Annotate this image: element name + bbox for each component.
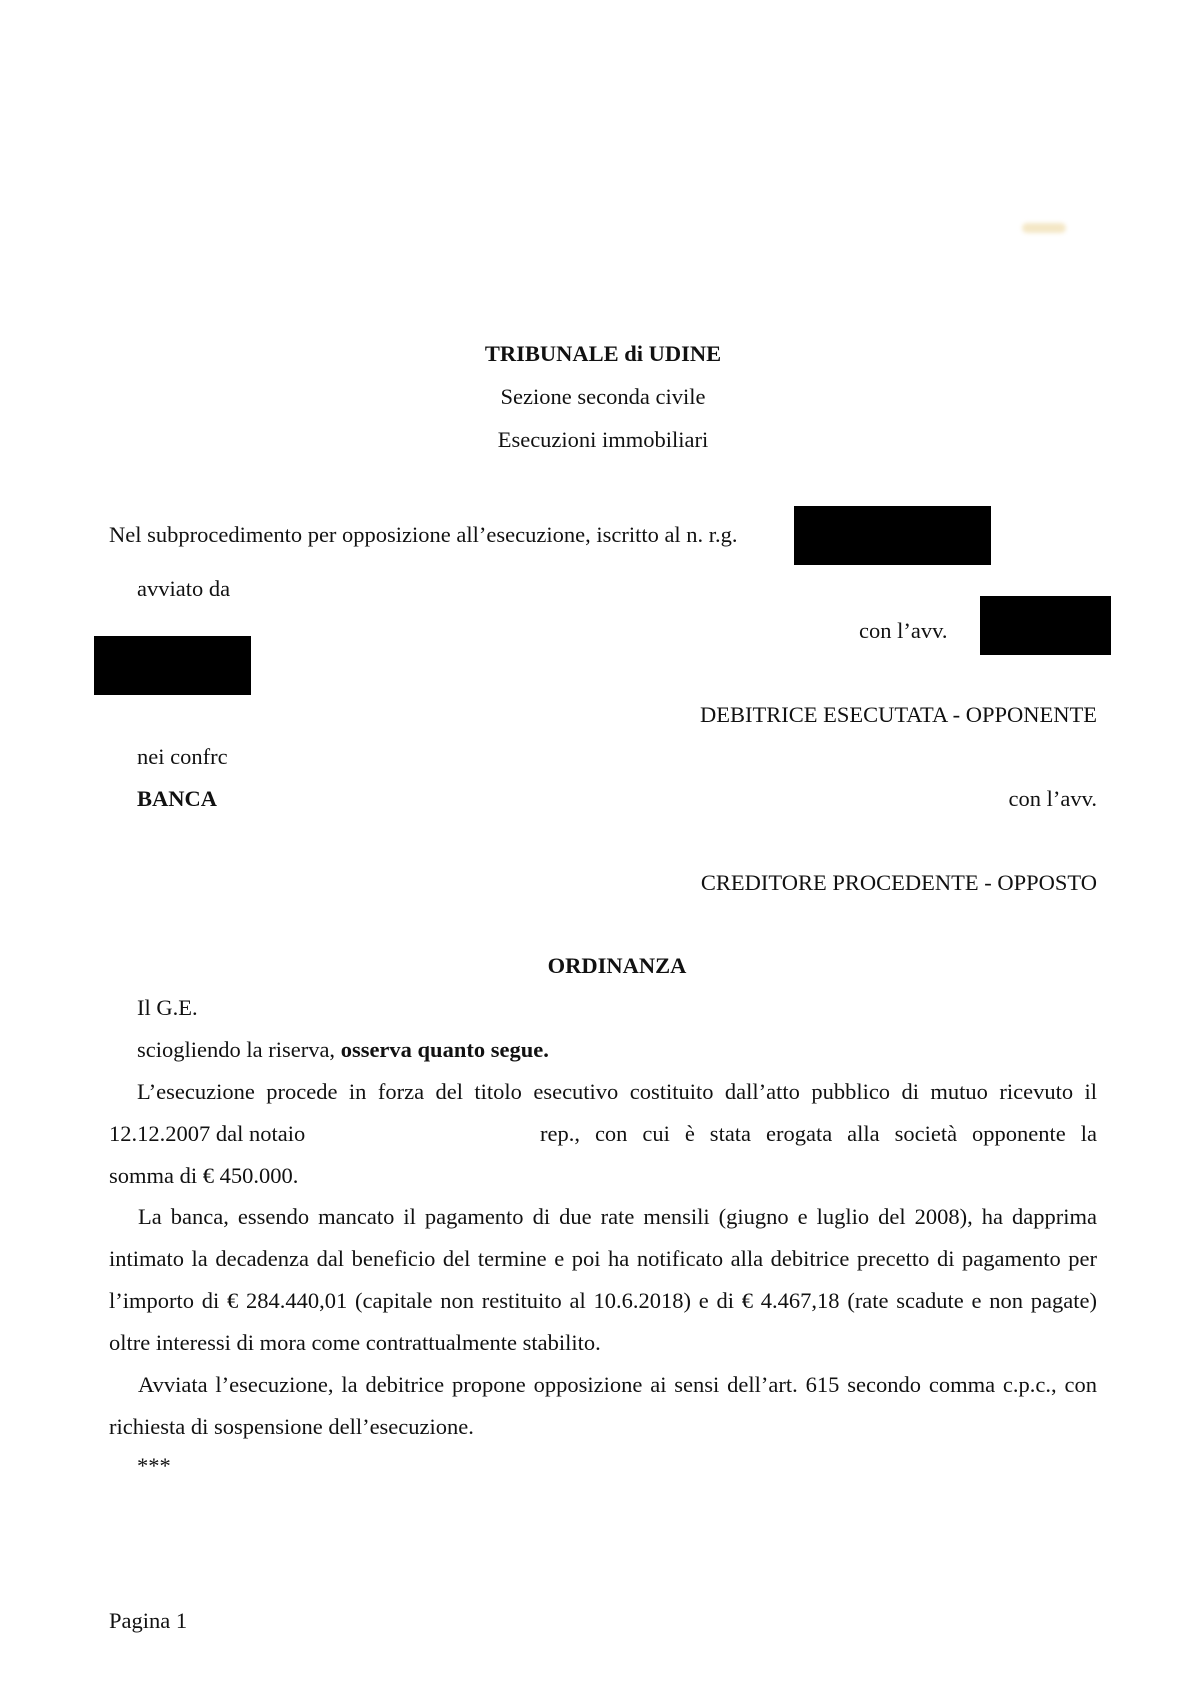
section-separator: *** bbox=[137, 1453, 171, 1478]
paragraph-1-line-1: L’esecuzione procede in forza del titolo esecutivo costituito dall’atto pubblico di mutuo ricevuto il bbox=[137, 1079, 1097, 1104]
redaction-party-1 bbox=[94, 636, 251, 695]
paragraph-1-line-2a: 12.12.2007 dal notaio bbox=[109, 1121, 306, 1146]
redaction-case-number bbox=[794, 506, 991, 565]
reserve-prefix: sciogliendo la riserva, bbox=[137, 1037, 336, 1062]
redaction-lawyer-1 bbox=[980, 596, 1111, 655]
judge-label: Il G.E. bbox=[137, 995, 198, 1020]
court-section: Sezione seconda civile bbox=[500, 384, 706, 409]
initiated-by-label: avviato da bbox=[137, 576, 231, 601]
party-2-name: BANCA bbox=[137, 786, 218, 811]
reserve-bold: osserva quanto segue. bbox=[340, 1037, 549, 1062]
paragraph-1-line-2b: rep., con cui è stata erogata alla società opponente la bbox=[540, 1121, 1097, 1146]
reserve-line bbox=[137, 1037, 549, 1063]
party-2-role: CREDITORE PROCEDENTE - OPPOSTO bbox=[700, 870, 1097, 895]
page-number: Pagina 1 bbox=[109, 1608, 188, 1633]
paragraph-2: La banca, essendo mancato il pagamento di due rate mensili (giugno e luglio del 2008), ha dapprima intimato la decadenza dal beneficio del termine e poi ha notificato alla debitrice precetto di pagamento per l’importo di € 284.440,01 (capitale non restituito al 10.6.2018) e di € 4.467,18 (rate scadute e non pagate) oltre interessi di mora come contrattualmente stabilito. bbox=[109, 1204, 1097, 1355]
against-label: nei confrc bbox=[137, 744, 228, 769]
paper-smudge bbox=[1022, 223, 1066, 233]
paragraph-3: Avviata l’esecuzione, la debitrice propone opposizione ai sensi dell’art. 615 secondo comma c.p.c., con richiesta di sospensione dell’esecuzione. bbox=[109, 1372, 1097, 1439]
document-title: ORDINANZA bbox=[547, 953, 687, 978]
court-division: Esecuzioni immobiliari bbox=[497, 427, 709, 452]
party-1-role: DEBITRICE ESECUTATA - OPPONENTE bbox=[699, 702, 1097, 727]
lawyer-label-2: con l’avv. bbox=[1008, 786, 1097, 811]
court-name: TRIBUNALE di UDINE bbox=[484, 341, 722, 366]
proceeding-intro: Nel subprocedimento per opposizione all’esecuzione, iscritto al n. r.g. bbox=[109, 522, 738, 547]
lawyer-label-1: con l’avv. bbox=[859, 618, 948, 643]
paragraph-1-line-3: somma di € 450.000. bbox=[109, 1163, 299, 1188]
